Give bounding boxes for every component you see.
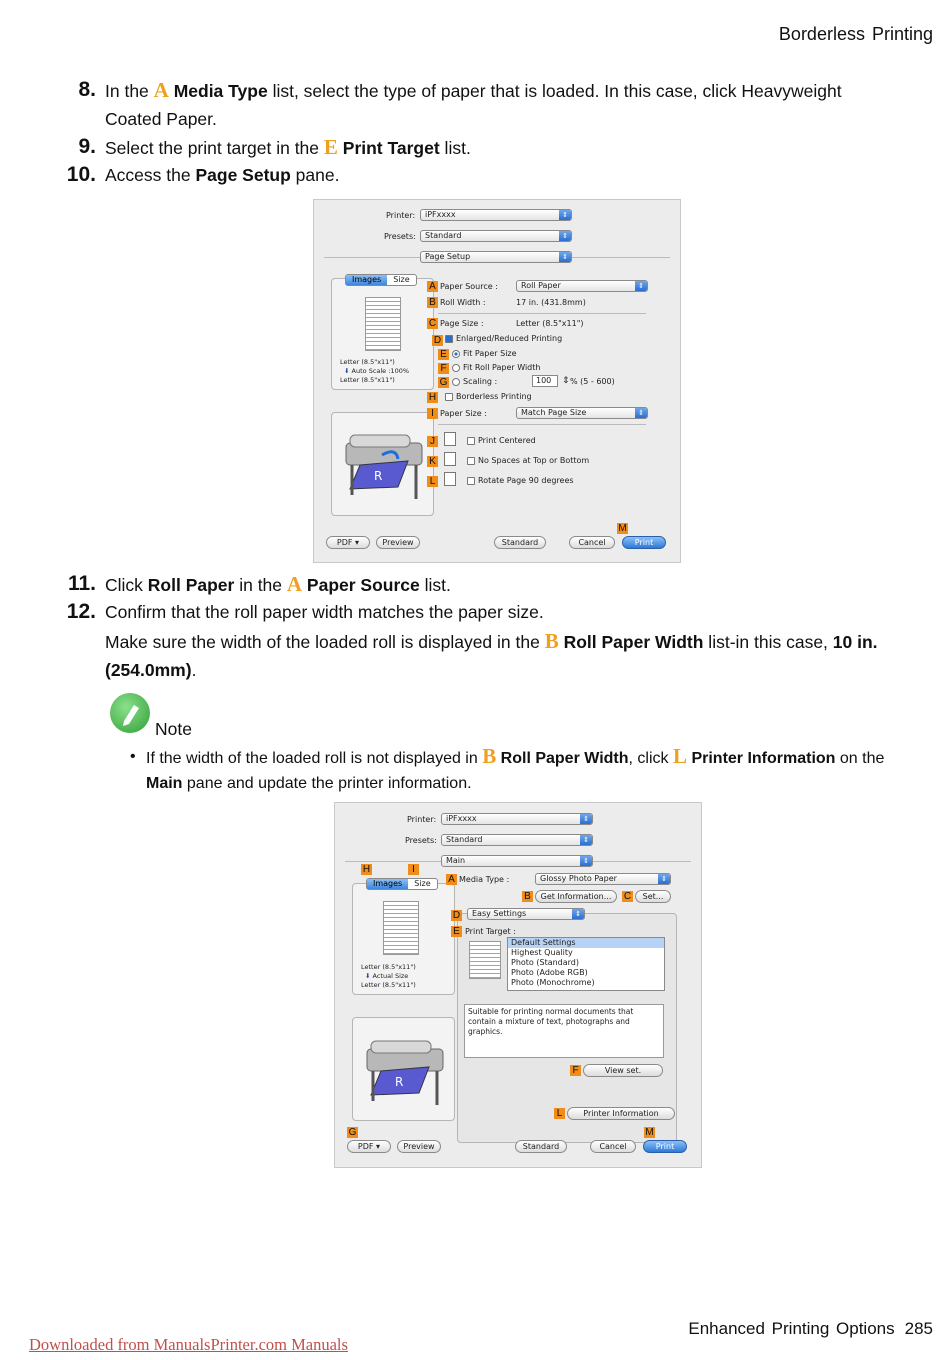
presets-select[interactable]: Standard ⇕ (420, 230, 572, 242)
marker-C: C (623, 891, 632, 902)
tab-size[interactable]: Size (393, 275, 410, 284)
radio-icon (452, 364, 460, 372)
preview-button[interactable]: Preview (376, 536, 420, 549)
paper-source-select[interactable]: Roll Paper ⇕ (516, 280, 648, 292)
divider (438, 424, 646, 425)
checkbox-icon (467, 457, 475, 465)
preview-button[interactable]: Preview (397, 1140, 441, 1153)
list-item[interactable]: Photo (Standard) (511, 958, 579, 967)
step-number: 8. (78, 78, 96, 101)
preview-info-2: ⬇ Actual Size (365, 972, 409, 980)
page-setup-dialog-screenshot (313, 199, 681, 563)
rotate-page-icon (444, 472, 456, 486)
scaling-range: % (5 - 600) (570, 377, 615, 386)
marker-H: H (428, 392, 437, 403)
fit-roll-radio[interactable]: Fit Roll Paper Width (452, 363, 540, 372)
no-spaces-checkbox[interactable]: No Spaces at Top or Bottom (467, 456, 589, 465)
marker-I: I (427, 408, 438, 419)
marker-L: L (427, 476, 438, 487)
scaling-radio[interactable]: Scaling : (452, 377, 497, 386)
arrow-down-icon: ⬇ (365, 972, 371, 980)
chevron-updown-icon: ⇕ (635, 408, 647, 418)
page-size-value: Letter (8.5"x11") (516, 319, 584, 328)
preview-info-2: ⬇ Auto Scale :100% (344, 367, 410, 375)
note-label: Note (155, 719, 192, 739)
marker-B: B (427, 297, 438, 308)
marker-B: B (522, 891, 533, 902)
printer-select[interactable]: iPFxxxx ⇕ (441, 813, 593, 825)
easy-settings-select[interactable]: Easy Settings ⇕ (467, 908, 585, 920)
radio-selected-icon (452, 350, 460, 358)
chevron-updown-icon: ⇕ (635, 281, 647, 291)
fit-paper-radio[interactable]: Fit Paper Size (452, 349, 517, 358)
presets-select[interactable]: Standard ⇕ (441, 834, 593, 846)
svg-text:R: R (374, 469, 383, 483)
standard-button[interactable]: Standard (494, 536, 546, 549)
stepper-icon[interactable]: ⇕ (562, 376, 570, 386)
marker-H: H (362, 864, 371, 875)
footer-section: Enhanced Printing Options (688, 1319, 895, 1338)
pane-select[interactable]: Page Setup ⇕ (420, 251, 572, 263)
marker-I: I (408, 864, 419, 875)
step-text: Confirm that the roll paper width matches the paper size. (105, 602, 544, 622)
page-centered-icon (444, 432, 456, 446)
marker-F: F (438, 363, 449, 374)
pdf-button[interactable]: PDF ▾ (347, 1140, 391, 1153)
marker-M: M (618, 523, 627, 534)
rotate-checkbox[interactable]: Rotate Page 90 degrees (467, 476, 574, 485)
printer-illustration (359, 1031, 451, 1111)
step-text: In the A Media Type list, select the type of paper that is loaded. In this case, click Heavyweight Coated Paper. (105, 78, 842, 129)
download-link[interactable]: Downloaded from ManualsPrinter.com Manuals (29, 1335, 348, 1354)
note-pencil-icon (110, 693, 150, 733)
pane-select[interactable]: Main ⇕ (441, 855, 593, 867)
marker-G: G (348, 1127, 357, 1138)
marker-F: F (570, 1065, 581, 1076)
step-text: Click Roll Paper in the A Paper Source list. (105, 572, 451, 596)
step-number: 9. (78, 135, 96, 158)
page-footer (688, 1319, 933, 1339)
marker-E: E (438, 349, 449, 360)
no-spaces-icon (444, 452, 456, 466)
scaling-input[interactable]: 100 (532, 375, 558, 387)
checkbox-checked-icon (445, 335, 453, 343)
step-number: 11. (67, 572, 96, 595)
page-number: 285 (904, 1319, 933, 1338)
tab-images[interactable]: Images (367, 879, 408, 889)
roll-width-value: 17 in. (431.8mm) (516, 298, 586, 307)
print-target-label: Print Target : (465, 927, 516, 936)
printer-label: Printer: (386, 211, 416, 220)
tab-size[interactable]: Size (414, 879, 431, 888)
divider (438, 313, 646, 314)
note-text: If the width of the loaded roll is not displayed in B Roll Paper Width, click L Printer Information on the Main pane and update the printer information. (146, 744, 885, 792)
preview-info-1: Letter (8.5"x11") (340, 358, 395, 366)
standard-button[interactable]: Standard (515, 1140, 567, 1153)
marker-M: M (645, 1127, 654, 1138)
marker-G: G (439, 377, 448, 388)
marker-E: E (451, 926, 462, 937)
chevron-updown-icon: ⇕ (658, 874, 670, 884)
step-detail-text: Make sure the width of the loaded roll is displayed in the B Roll Paper Width list-in this case, 10 in. (254.0mm). (105, 629, 878, 680)
checkbox-icon (445, 393, 453, 401)
printer-label: Printer: (407, 815, 437, 824)
marker-A: A (446, 874, 457, 885)
preview-tabs (366, 878, 438, 890)
print-button[interactable]: Print (622, 536, 666, 549)
list-item[interactable]: Highest Quality (511, 948, 573, 957)
roll-width-label: Roll Width : (440, 298, 486, 307)
description-box: Suitable for printing normal documents that contain a mixture of text, photographs and graphics. (464, 1004, 664, 1058)
print-target-list[interactable] (507, 937, 665, 991)
step-number: 10. (66, 163, 96, 186)
marker-A: A (427, 281, 438, 292)
presets-label: Presets: (384, 232, 416, 241)
printer-information-button[interactable]: Printer Information (567, 1107, 675, 1120)
chevron-updown-icon: ⇕ (559, 252, 571, 262)
paper-source-label: Paper Source : (440, 282, 498, 291)
page-preview-thumbnail (365, 297, 401, 351)
document-type-icon (469, 941, 501, 979)
marker-D: D (433, 335, 442, 346)
checkbox-icon (467, 437, 475, 445)
list-item[interactable]: Photo (Monochrome) (511, 978, 595, 987)
pdf-button[interactable]: PDF ▾ (326, 536, 370, 549)
arrow-down-icon: ⬇ (344, 367, 350, 375)
print-button[interactable]: Print (643, 1140, 687, 1153)
page-preview-thumbnail (383, 901, 419, 955)
list-item[interactable]: Default Settings (508, 938, 664, 948)
preview-info-3: Letter (8.5"x11") (361, 981, 416, 989)
printer-illustration (338, 425, 430, 505)
page-size-label: Page Size : (440, 319, 484, 328)
print-centered-checkbox[interactable]: Print Centered (467, 436, 536, 445)
marker-L: L (554, 1108, 565, 1119)
enlarged-checkbox[interactable]: Enlarged/Reduced Printing (445, 334, 562, 343)
preview-info-1: Letter (8.5"x11") (361, 963, 416, 971)
media-type-label: Media Type : (459, 875, 510, 884)
printer-select[interactable]: iPFxxxx ⇕ (420, 209, 572, 221)
chevron-updown-icon: ⇕ (580, 835, 592, 845)
main-dialog-screenshot (334, 802, 702, 1168)
svg-text:R: R (395, 1075, 404, 1089)
list-item[interactable]: Photo (Adobe RGB) (511, 968, 588, 977)
chevron-updown-icon: ⇕ (559, 210, 571, 220)
presets-label: Presets: (405, 836, 437, 845)
marker-C: C (428, 318, 437, 329)
step-text: Access the Page Setup pane. (105, 165, 340, 185)
chevron-updown-icon: ⇕ (572, 909, 584, 919)
borderless-checkbox[interactable]: Borderless Printing (445, 392, 532, 401)
step-number: 12. (66, 600, 96, 623)
checkbox-icon (467, 477, 475, 485)
preview-info-3: Letter (8.5"x11") (340, 376, 395, 384)
bullet-icon: • (130, 748, 136, 765)
media-type-select[interactable]: Glossy Photo Paper ⇕ (535, 873, 671, 885)
view-set-button[interactable]: View set. (583, 1064, 663, 1077)
marker-K: K (427, 456, 438, 467)
chevron-updown-icon: ⇕ (580, 814, 592, 824)
paper-size-label: Paper Size : (440, 409, 487, 418)
paper-size-select[interactable]: Match Page Size ⇕ (516, 407, 648, 419)
set-button[interactable]: Set... (635, 890, 671, 903)
preview-tabs (345, 274, 417, 286)
tab-images[interactable]: Images (346, 275, 387, 285)
marker-J: J (427, 436, 438, 447)
page-header-title: Borderless Printing (778, 24, 933, 44)
cancel-button[interactable]: Cancel (569, 536, 615, 549)
step-text: Select the print target in the E Print Target list. (105, 135, 471, 159)
radio-icon (452, 378, 460, 386)
get-information-button[interactable]: Get Information... (535, 890, 617, 903)
chevron-updown-icon: ⇕ (580, 856, 592, 866)
marker-D: D (452, 910, 461, 921)
cancel-button[interactable]: Cancel (590, 1140, 636, 1153)
chevron-updown-icon: ⇕ (559, 231, 571, 241)
